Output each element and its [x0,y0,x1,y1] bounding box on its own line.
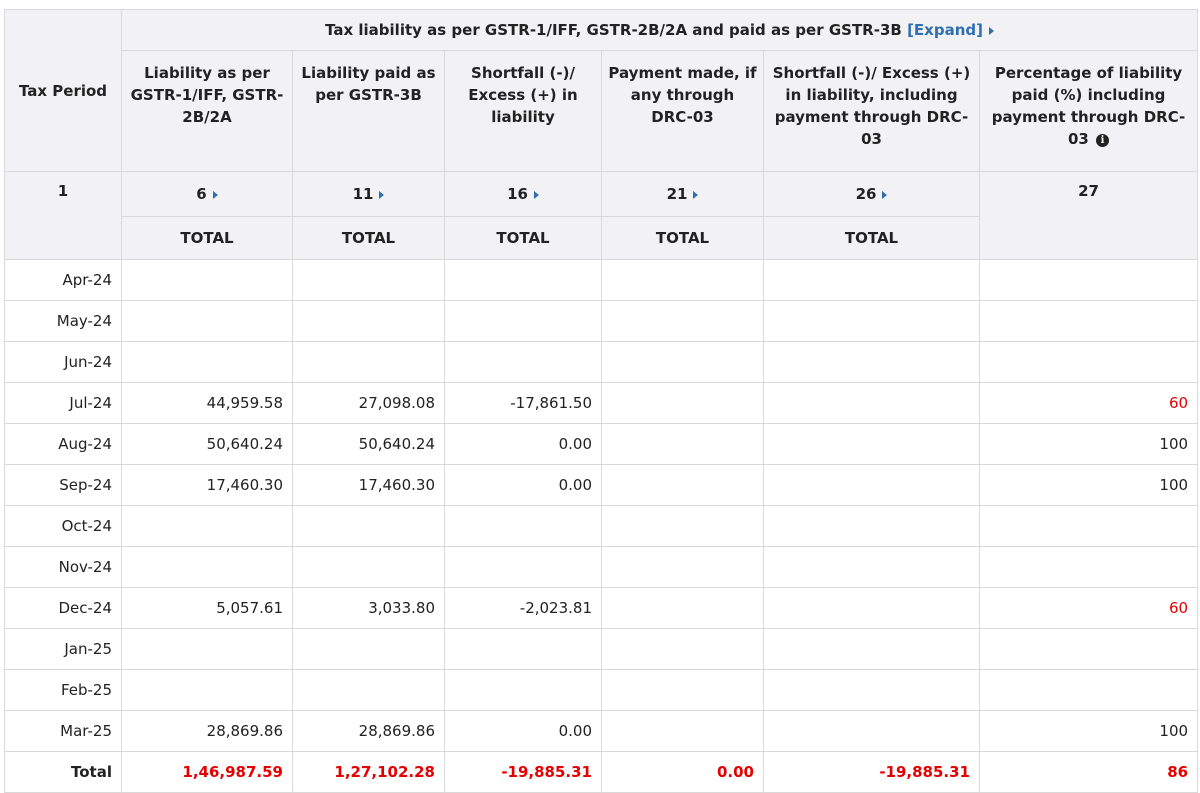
expand-link[interactable] [907,21,994,39]
col-header-drc03-payment: Payment made, if any through DRC-03 [602,51,764,172]
liability-cell [122,629,293,670]
period-cell: Oct-24 [5,506,122,547]
drc03-cell [602,588,764,629]
paid-cell [293,670,445,711]
total-subheader: TOTAL [445,217,602,260]
table-row [5,301,1198,342]
liability-cell [122,301,293,342]
group-header [122,10,1198,51]
table-row [5,342,1198,383]
total-subheader: TOTAL [764,217,980,260]
liability-cell [122,670,293,711]
table-row [5,629,1198,670]
shortfall-cell: -17,861.50 [445,383,602,424]
col-number-21[interactable] [602,172,764,217]
drc03-cell [602,629,764,670]
table-row [5,670,1198,711]
paid-cell: 3,033.80 [293,588,445,629]
caret-right-icon [693,191,698,199]
paid-cell: 27,098.08 [293,383,445,424]
drc03-cell [602,260,764,301]
gst-liability-table [4,9,1198,793]
shortfall-drc03-cell [764,260,980,301]
shortfall-cell [445,260,602,301]
tax-period-header: Tax Period [5,10,122,172]
drc03-cell [602,547,764,588]
col-number-11-label: 11 [352,185,374,203]
shortfall-cell [445,506,602,547]
period-cell: Nov-24 [5,547,122,588]
percentage-cell [980,547,1198,588]
paid-cell: 50,640.24 [293,424,445,465]
period-cell: Feb-25 [5,670,122,711]
shortfall-drc03-cell [764,588,980,629]
drc03-cell [602,424,764,465]
shortfall-cell: -2,023.81 [445,588,602,629]
table-row [5,506,1198,547]
percentage-header-label: Percentage of liability paid (%) including payment through DRC-03 [991,64,1186,148]
col-number-16[interactable] [445,172,602,217]
shortfall-drc03-cell [764,711,980,752]
percentage-cell: 100 [980,465,1198,506]
col-number-1: 1 [5,172,122,260]
total-paid: 1,27,102.28 [293,752,445,793]
period-cell: Jun-24 [5,342,122,383]
percentage-cell [980,260,1198,301]
paid-cell [293,506,445,547]
period-cell: May-24 [5,301,122,342]
info-icon[interactable]: i [1096,134,1109,147]
shortfall-cell [445,629,602,670]
col-header-shortfall-incl-drc03: Shortfall (-)/ Excess (+) in liability, including payment through DRC-03 [764,51,980,172]
shortfall-drc03-cell [764,424,980,465]
shortfall-cell: 0.00 [445,465,602,506]
caret-right-icon [213,191,218,199]
shortfall-cell [445,342,602,383]
shortfall-drc03-cell [764,465,980,506]
liability-cell [122,342,293,383]
period-cell: Sep-24 [5,465,122,506]
table-row [5,260,1198,301]
expand-label: [Expand] [907,21,983,39]
gst-liability-table-container [4,9,1198,793]
paid-cell [293,547,445,588]
paid-cell [293,301,445,342]
col-header-percentage-paid [980,51,1198,172]
percentage-cell [980,670,1198,711]
col-number-16-label: 16 [507,185,528,203]
percentage-cell: 60 [980,588,1198,629]
col-number-11[interactable] [293,172,445,217]
paid-cell: 17,460.30 [293,465,445,506]
col-number-6[interactable] [122,172,293,217]
caret-right-icon [534,191,539,199]
drc03-cell [602,465,764,506]
caret-right-icon [989,27,994,35]
col-number-26-label: 26 [855,185,877,203]
shortfall-cell [445,670,602,711]
shortfall-drc03-cell [764,547,980,588]
liability-cell: 44,959.58 [122,383,293,424]
table-body [5,260,1198,793]
col-header-shortfall: Shortfall (-)/ Excess (+) in liability [445,51,602,172]
table-row [5,383,1198,424]
liability-cell [122,506,293,547]
drc03-cell [602,342,764,383]
shortfall-drc03-cell [764,629,980,670]
caret-right-icon [882,191,887,199]
drc03-cell [602,383,764,424]
period-cell: Mar-25 [5,711,122,752]
paid-cell [293,260,445,301]
percentage-cell [980,301,1198,342]
period-cell: Dec-24 [5,588,122,629]
percentage-cell [980,629,1198,670]
total-subheader: TOTAL [293,217,445,260]
total-liability: 1,46,987.59 [122,752,293,793]
totals-row [5,752,1198,793]
col-number-21-label: 21 [666,185,688,203]
totals-label: Total [5,752,122,793]
percentage-cell: 100 [980,711,1198,752]
col-number-26[interactable] [764,172,980,217]
percentage-cell: 100 [980,424,1198,465]
shortfall-drc03-cell [764,670,980,711]
col-header-liability-gstr1: Liability as per GSTR-1/IFF, GSTR-2B/2A [122,51,293,172]
liability-cell: 50,640.24 [122,424,293,465]
percentage-cell [980,342,1198,383]
total-percentage: 86 [980,752,1198,793]
total-shortfall: -19,885.31 [445,752,602,793]
total-subheader: TOTAL [122,217,293,260]
col-number-6-label: 6 [196,185,207,203]
shortfall-cell: 0.00 [445,711,602,752]
table-row [5,424,1198,465]
shortfall-cell [445,301,602,342]
col-header-liability-paid-3b: Liability paid as per GSTR-3B [293,51,445,172]
shortfall-cell: 0.00 [445,424,602,465]
liability-cell [122,547,293,588]
period-cell: Apr-24 [5,260,122,301]
drc03-cell [602,301,764,342]
total-subheader: TOTAL [602,217,764,260]
period-cell: Jan-25 [5,629,122,670]
shortfall-cell [445,547,602,588]
liability-cell [122,260,293,301]
table-row [5,465,1198,506]
group-title: Tax liability as per GSTR-1/IFF, GSTR-2B/2A and paid as per GSTR-3B [325,21,902,39]
shortfall-drc03-cell [764,342,980,383]
paid-cell: 28,869.86 [293,711,445,752]
total-shortfall-drc03: -19,885.31 [764,752,980,793]
paid-cell [293,629,445,670]
liability-cell: 17,460.30 [122,465,293,506]
drc03-cell [602,506,764,547]
paid-cell [293,342,445,383]
liability-cell: 28,869.86 [122,711,293,752]
col-number-27: 27 [980,172,1198,260]
table-row [5,711,1198,752]
table-row [5,547,1198,588]
liability-cell: 5,057.61 [122,588,293,629]
total-drc03: 0.00 [602,752,764,793]
shortfall-drc03-cell [764,506,980,547]
shortfall-drc03-cell [764,383,980,424]
drc03-cell [602,711,764,752]
percentage-cell: 60 [980,383,1198,424]
period-cell: Aug-24 [5,424,122,465]
caret-right-icon [379,191,384,199]
shortfall-drc03-cell [764,301,980,342]
percentage-cell [980,506,1198,547]
drc03-cell [602,670,764,711]
table-row [5,588,1198,629]
period-cell: Jul-24 [5,383,122,424]
